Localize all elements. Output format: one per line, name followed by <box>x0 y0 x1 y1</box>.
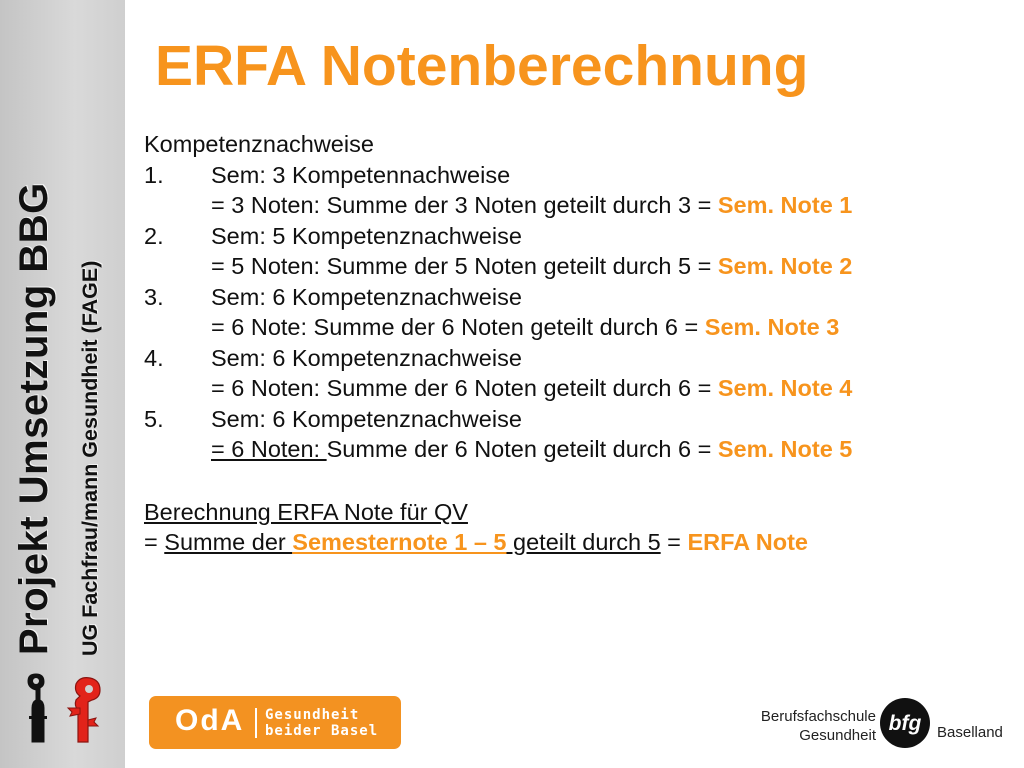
bfg-logo-icon <box>879 697 931 749</box>
bfs-logo-line: Gesundheit <box>799 727 876 744</box>
list-line: Sem: 6 Kompetenznachweise <box>211 283 522 310</box>
list-item <box>144 343 1014 404</box>
bfs-logo-text <box>730 707 876 745</box>
basel-crests-icon <box>22 672 114 744</box>
list-line: Summe der 6 Noten geteilt durch 6 = <box>326 436 718 462</box>
sidebar-title: Projekt Umsetzung BBG <box>12 182 56 655</box>
bfs-logo-region: Baselland <box>937 724 1003 741</box>
list-number: 4. <box>144 344 164 371</box>
list-line: = 3 Noten: Summe der 3 Noten geteilt durch 3 = <box>211 192 718 218</box>
oda-logo <box>149 696 401 749</box>
oda-logo-divider <box>255 708 257 738</box>
formula-part: Summe der <box>164 529 293 555</box>
list-item <box>144 282 1014 343</box>
semester-note-label: Sem. Note 2 <box>717 253 853 279</box>
formula-part: geteilt durch 5 <box>506 529 661 555</box>
oda-logo-text <box>265 707 378 739</box>
slide-content <box>144 129 1014 558</box>
list-item <box>144 160 1014 221</box>
list-number: 5. <box>144 405 164 432</box>
list-line: Sem: 6 Kompetenznachweise <box>211 344 522 371</box>
list-line-underlined: = 6 Noten: <box>211 436 327 462</box>
sidebar <box>0 0 125 768</box>
list-number: 2. <box>144 222 164 249</box>
intro-text: Kompetenznachweise <box>144 131 374 157</box>
list-line: = 5 Noten: Summe der 5 Noten geteilt durch 5 = <box>211 253 718 279</box>
slide-title: ERFA Notenberechnung <box>155 34 809 98</box>
semester-note-label: Sem. Note 5 <box>717 436 853 462</box>
bfg-logo-mark: bfg <box>888 712 922 735</box>
formula-highlight: Semesternote 1 – 5 <box>292 529 507 555</box>
list-number: 3. <box>144 283 164 310</box>
bfs-logo-line: Berufsfachschule <box>760 708 876 725</box>
list-item <box>144 221 1014 282</box>
list-number: 1. <box>144 161 164 188</box>
list-item <box>144 404 1014 465</box>
sidebar-subtitle: UG Fachfrau/mann Gesundheit (FAGE) <box>78 260 102 656</box>
oda-logo-line: Gesundheit <box>265 707 360 723</box>
list-line: Sem: 3 Kompetennachweise <box>211 161 511 188</box>
semester-note-label: Sem. Note 3 <box>704 314 840 340</box>
list-line: Sem: 6 Kompetenznachweise <box>211 405 522 432</box>
oda-logo-mark: OdA <box>175 704 245 737</box>
semester-note-label: Sem. Note 1 <box>717 192 853 218</box>
calculation-heading: Berechnung ERFA Note für QV <box>144 498 468 525</box>
list-line: Sem: 5 Kompetenznachweise <box>211 222 522 249</box>
calculation-formula <box>144 527 1014 558</box>
formula-equals: = <box>660 529 688 555</box>
list-line: = 6 Note: Summe der 6 Noten geteilt durch 6 = <box>211 314 705 340</box>
formula-prefix: = <box>144 529 165 555</box>
list-line: = 6 Noten: Summe der 6 Noten geteilt durch 6 = <box>211 375 718 401</box>
oda-logo-line: beider Basel <box>265 723 379 739</box>
semester-note-label: Sem. Note 4 <box>717 375 853 401</box>
formula-result: ERFA Note <box>687 529 809 555</box>
